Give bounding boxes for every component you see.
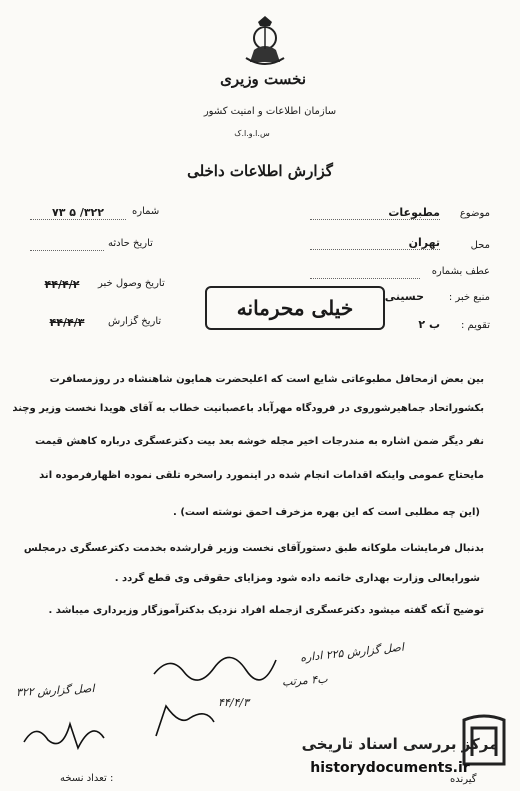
watermark-url: historydocuments.ir (310, 760, 470, 776)
event-date-label: تاریخ حادثه (108, 238, 153, 249)
news-date-label: تاریخ وصول خبر (98, 278, 165, 289)
subject-label: موضوع (459, 208, 490, 219)
signature-scribble-1 (150, 650, 280, 682)
eval-value: ب ۲ (418, 318, 440, 331)
report-date-label: تاریخ گزارش (108, 316, 162, 327)
distribution-label: گیرنده (450, 774, 477, 785)
number-label: شماره (132, 206, 160, 217)
source-label: منبع خبر : (448, 292, 490, 303)
body-line-5: (این چه مطلبی است که این بهره مزخرف احمق نوشته است) . (173, 507, 480, 518)
source-value: حسینی (384, 290, 424, 303)
body-line-1: بین بعض ازمحافل مطبوعاتی شایع است که اعلیحضرت همایون شاهنشاه در روزمسافرت (49, 374, 484, 385)
number-value: ۳۲۲/ ۵ ۷۳ (30, 206, 126, 220)
place-label: محل (470, 240, 490, 251)
org-name: نخست وزیری (220, 70, 306, 88)
body-line-3: نفر دیگر ضمن اشاره به مندرجات اخیر مجله خوشه بعد بیت دکترعسگری درباره کاهش قیمت (34, 436, 484, 447)
classification-stamp: خیلی محرمانه (205, 286, 385, 330)
signature-scribble-3 (150, 700, 220, 740)
handwritten-left-note: اصل گزارش ۳۲۲ (15, 681, 95, 700)
news-date-value: ۴۴/۴/۲ (44, 278, 80, 291)
watermark-title: مرکز بررسی اسناد تاریخی (301, 735, 499, 753)
document-title: گزارش اطلاعات داخلی (187, 162, 333, 180)
report-date-value: ۴۴/۴/۳ (49, 316, 85, 329)
body-line-4: مایحتاج عمومی واینکه اقدامات انجام شده در اینمورد راسخره تلقی نموده اظهارفرموده اند (39, 470, 484, 481)
event-date-line (30, 250, 104, 251)
lion-and-sun-emblem (236, 14, 294, 74)
body-line-8: توضیح آنکه گفته میشود دکترعسگری ازجمله افراد نزدیک بدکترآموزگار وزیرداری میباشد . (48, 605, 484, 616)
handwritten-note-1: اصل گزارش ۲۲۵ اداره (299, 640, 405, 665)
body-line-7: شورایعالی وزارت بهداری خاتمه داده شود ومزایای حقوقی وی قطع گردد . (114, 573, 480, 584)
org-subtitle: سازمان اطلاعات و امنیت کشور (203, 106, 337, 117)
ref-line (310, 278, 420, 279)
copies-label: : تعداد نسخه (60, 773, 114, 784)
subject-value: مطبوعات (310, 206, 440, 220)
eval-label: تقویم : (461, 320, 490, 331)
handwritten-note-2: ب۴ مرتب (281, 672, 329, 689)
signature-scribble-2 (18, 712, 108, 752)
org-code: س.ا.و.ا.ک (234, 129, 270, 138)
body-line-6: بدنبال فرمایشات ملوکانه طبق دستورآقای نخست وزیر قرارشده بخدمت دکترعسگری درمجلس (23, 543, 484, 554)
place-value: تهران (310, 236, 440, 250)
handwritten-date-note: ۴۴/۴/۳ (218, 696, 250, 709)
ref-label: عطف بشماره (431, 266, 490, 277)
body-line-2: بکشوراتحاد جماهیرشوروی در فرودگاه مهرآباد باعصبانیت خطاب به آقای هویدا نخست وزیر وچند (12, 403, 484, 414)
